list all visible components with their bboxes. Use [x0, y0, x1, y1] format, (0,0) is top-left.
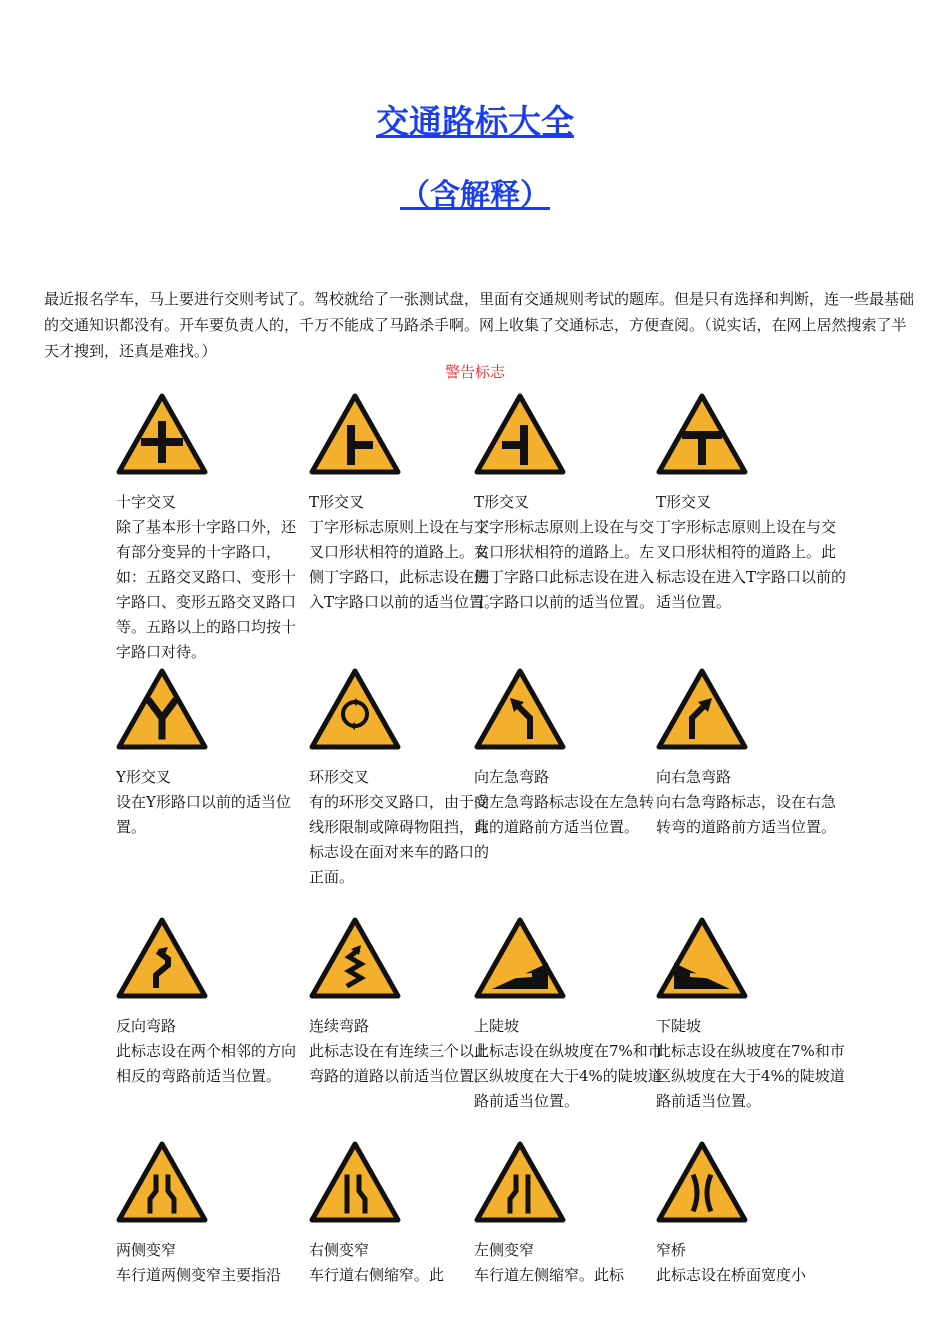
- sign-description: 有的环形交叉路口，由于受线形限制或障碍物阻挡，此标志设在面对来车的路口的正面。: [309, 793, 490, 886]
- sign-item: [309, 1141, 499, 1288]
- winding-road-sign-icon: [309, 917, 499, 999]
- sign-description: 丁字形标志原则上设在与交叉口形状相符的道路上。右侧丁字路口，此标志设在进入T字路口以前的适当位置。: [309, 518, 500, 611]
- road-narrows-left-sign-icon: [474, 1141, 664, 1223]
- sign-description: 车行道左侧缩窄。此标: [474, 1266, 625, 1284]
- t-junction-sign-icon: [656, 393, 846, 475]
- sign-name: 右侧变窄: [309, 1241, 370, 1259]
- sign-item: [116, 1141, 306, 1288]
- steep-descent-sign-icon: [656, 917, 846, 999]
- sign-description: 此标志设在两个相邻的方向相反的弯路前适当位置。: [116, 1042, 297, 1085]
- sign-name: Y形交叉: [116, 768, 171, 786]
- intro-paragraph: 最近报名学车，马上要进行交则考试了。驾校就给了一张测试盘，里面有交通规则考试的题库。但是只有选择和判断，连一些最基础的交通知识都没有。开车要负责人的，千万不能成了马路杀手啊。网上收集了交通标志，方便查阅。（说实话，在网上居然搜索了半天才搜到，还真是难找。）: [44, 290, 915, 360]
- sign-description: 设在Y形路口以前的适当位置。: [116, 793, 291, 836]
- sign-description: 丁字形标志原则上设在与交叉口形状相符的道路上。左侧丁字路口此标志设在进入丁字路口以前的适当位置。: [474, 518, 655, 611]
- sign-description: 除了基本形十字路口外，还有部分变异的十字路口，如：五路交叉路口、变形十字路口、变形五路交叉路口等。五路以上的路口均按十字路口对待。: [116, 518, 297, 661]
- road-narrows-right-sign-icon: [309, 1141, 499, 1223]
- sign-item: [309, 917, 499, 1089]
- reverse-curve-sign-icon: [116, 917, 306, 999]
- sign-description: 此标志设在有连续三个以上弯路的道路以前适当位置。: [309, 1042, 490, 1085]
- sharp-right-curve-sign-icon: [656, 668, 846, 750]
- sign-name: T形交叉: [656, 493, 712, 511]
- sign-name: 向右急弯路: [656, 768, 732, 786]
- sign-name: 上陡坡: [474, 1017, 520, 1035]
- sign-name: 向左急弯路: [474, 768, 550, 786]
- page-title: 交通路标大全: [376, 102, 574, 141]
- page-subtitle: （含解释）: [400, 178, 550, 213]
- sign-description: 向左急弯路标志设在左急转弯的道路前方适当位置。: [474, 793, 655, 836]
- sign-item: [474, 1141, 664, 1288]
- sign-name: 两侧变窄: [116, 1241, 177, 1259]
- steep-ascent-sign-icon: [474, 917, 664, 999]
- sign-name: T形交叉: [474, 493, 530, 511]
- sign-description: 向右急弯路标志，设在右急转弯的道路前方适当位置。: [656, 793, 837, 836]
- sign-item: [474, 668, 664, 840]
- sign-name: 十字交叉: [116, 493, 177, 511]
- y-junction-sign-icon: [116, 668, 306, 750]
- sign-item: [116, 393, 306, 665]
- t-junction-right-sign-icon: [309, 393, 499, 475]
- crossroad-sign-icon: [116, 393, 306, 475]
- sign-description: 此标志设在纵坡度在7%和市区纵坡度在大于4%的陡坡道路前适当位置。: [474, 1042, 663, 1110]
- sign-description: 车行道右侧缩窄。此: [309, 1266, 445, 1284]
- sign-item: [309, 393, 499, 615]
- sign-item: [116, 917, 306, 1089]
- sign-item: [656, 1141, 846, 1288]
- narrow-bridge-sign-icon: [656, 1141, 846, 1223]
- sign-name: 下陡坡: [656, 1017, 702, 1035]
- sign-item: [656, 393, 846, 615]
- sign-description: 车行道两侧变窄主要指沿: [116, 1266, 282, 1284]
- sign-item: [116, 668, 306, 840]
- sign-item: [474, 917, 664, 1114]
- road-narrows-both-sides-sign-icon: [116, 1141, 306, 1223]
- sign-name: 环形交叉: [309, 768, 370, 786]
- sign-item: [656, 668, 846, 840]
- sign-description: 此标志设在桥面宽度小: [656, 1266, 807, 1284]
- sign-item: [474, 393, 664, 615]
- sharp-left-curve-sign-icon: [474, 668, 664, 750]
- sign-name: 连续弯路: [309, 1017, 370, 1035]
- sign-name: 窄桥: [656, 1241, 687, 1259]
- sign-description: 此标志设在纵坡度在7%和市区纵坡度在大于4%的陡坡道路前适当位置。: [656, 1042, 845, 1110]
- sign-item: [309, 668, 499, 890]
- section-title-warning-signs: 警告标志: [444, 363, 505, 381]
- t-junction-left-sign-icon: [474, 393, 664, 475]
- sign-description: 丁字形标志原则上设在与交叉口形状相符的道路上。此标志设在进入T字路口以前的适当位置。: [656, 518, 847, 611]
- roundabout-sign-icon: [309, 668, 499, 750]
- sign-item: [656, 917, 846, 1114]
- sign-name: 反向弯路: [116, 1017, 177, 1035]
- sign-name: 左侧变窄: [474, 1241, 535, 1259]
- sign-name: T形交叉: [309, 493, 365, 511]
